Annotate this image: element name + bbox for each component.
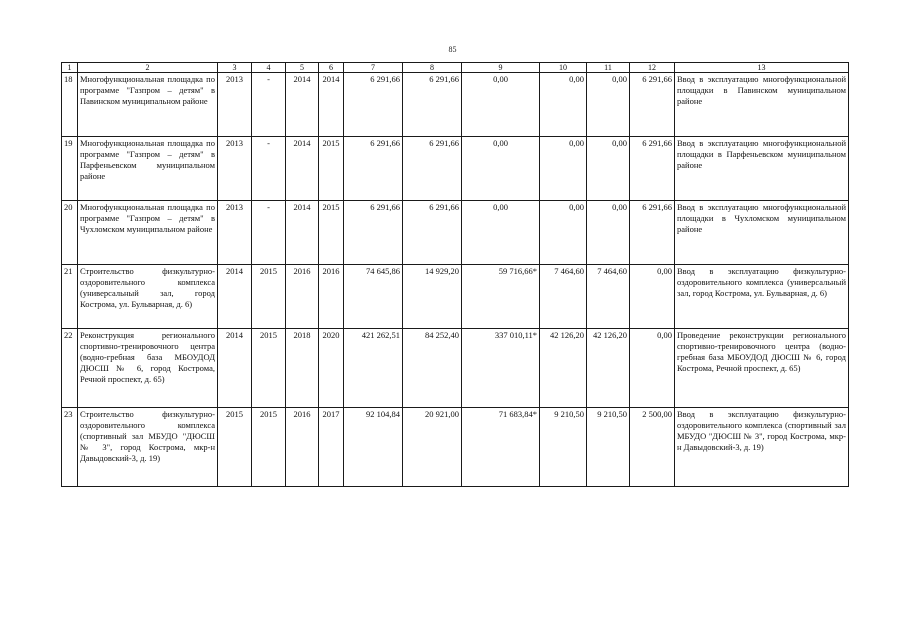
cell-amount: 421 262,51 xyxy=(344,329,403,408)
cell-amount: 0,00 xyxy=(462,201,540,265)
cell-amount: 84 252,40 xyxy=(403,329,462,408)
cell-year: 2016 xyxy=(286,408,319,487)
header-cell: 2 xyxy=(78,63,218,73)
cell-year: 2016 xyxy=(319,265,344,329)
object-name: Многофункциональная площадка по программе "Газпром – детям" в Павинском муниципальном районе xyxy=(78,73,218,137)
expected-result: Ввод в эксплуатацию физкультурно-оздоровительного комплекса (спортивный зал МБУДО "ДЮСШ № 3", город Кострома, мкр-н Давыдовский-3, д. 19) xyxy=(675,408,849,487)
row-number: 23 xyxy=(62,408,78,487)
header-cell: 13 xyxy=(675,63,849,73)
cell-year: 2014 xyxy=(286,137,319,201)
header-cell: 3 xyxy=(218,63,252,73)
table-row xyxy=(62,265,849,329)
row-number: 19 xyxy=(62,137,78,201)
cell-amount: 59 716,66* xyxy=(462,265,540,329)
cell-amount: 0,00 xyxy=(587,137,630,201)
cell-amount: 6 291,66 xyxy=(344,201,403,265)
header-cell: 7 xyxy=(344,63,403,73)
cell-year: 2014 xyxy=(319,73,344,137)
cell-amount: 2 500,00 xyxy=(630,408,675,487)
cell-year: - xyxy=(252,137,286,201)
cell-year: 2015 xyxy=(319,201,344,265)
object-name: Многофункциональная площадка по программе "Газпром – детям" в Чухломском муниципальном районе xyxy=(78,201,218,265)
cell-year: 2015 xyxy=(252,329,286,408)
cell-amount: 6 291,66 xyxy=(630,201,675,265)
header-cell: 12 xyxy=(630,63,675,73)
header-cell: 4 xyxy=(252,63,286,73)
cell-year: - xyxy=(252,73,286,137)
expected-result: Ввод в эксплуатацию многофункциональной площадки в Павинском муниципальном районе xyxy=(675,73,849,137)
table-header-row xyxy=(62,63,849,73)
cell-amount: 42 126,20 xyxy=(540,329,587,408)
cell-year: 2016 xyxy=(286,265,319,329)
table-row xyxy=(62,201,849,265)
cell-amount: 6 291,66 xyxy=(403,73,462,137)
object-name: Строительство физкультурно-оздоровительного комплекса (спортивный зал МБУДО "ДЮСШ № 3", город Кострома, мкр-н Давыдовский-3, д. 19) xyxy=(78,408,218,487)
cell-year: 2014 xyxy=(218,265,252,329)
expected-result: Ввод в эксплуатацию многофункциональной площадки в Парфеньевском муниципальном районе xyxy=(675,137,849,201)
cell-amount: 20 921,00 xyxy=(403,408,462,487)
cell-year: 2013 xyxy=(218,137,252,201)
cell-amount: 0,00 xyxy=(587,73,630,137)
cell-amount: 6 291,66 xyxy=(403,201,462,265)
cell-year: 2017 xyxy=(319,408,344,487)
cell-amount: 7 464,60 xyxy=(540,265,587,329)
cell-year: 2014 xyxy=(286,73,319,137)
cell-amount: 0,00 xyxy=(587,201,630,265)
cell-year: 2013 xyxy=(218,73,252,137)
header-cell: 1 xyxy=(62,63,78,73)
cell-year: 2015 xyxy=(252,408,286,487)
cell-year: - xyxy=(252,201,286,265)
cell-year: 2015 xyxy=(218,408,252,487)
header-cell: 10 xyxy=(540,63,587,73)
header-cell: 6 xyxy=(319,63,344,73)
cell-amount: 0,00 xyxy=(462,73,540,137)
row-number: 18 xyxy=(62,73,78,137)
cell-year: 2020 xyxy=(319,329,344,408)
cell-amount: 0,00 xyxy=(540,201,587,265)
table-row xyxy=(62,73,849,137)
cell-amount: 0,00 xyxy=(630,329,675,408)
header-cell: 9 xyxy=(462,63,540,73)
cell-amount: 337 010,11* xyxy=(462,329,540,408)
cell-year: 2013 xyxy=(218,201,252,265)
table-row xyxy=(62,137,849,201)
expected-result: Ввод в эксплуатацию физкультурно-оздоровительного комплекса (универсальный зал, город Кострома, ул. Бульварная, д. 6) xyxy=(675,265,849,329)
expected-result: Проведение реконструкции регионального спортивно-тренировочного центра (водно-гребная база МБОУДОД ДЮСШ № 6, город Кострома, Речной проспект, д. 65) xyxy=(675,329,849,408)
row-number: 21 xyxy=(62,265,78,329)
table-row xyxy=(62,408,849,487)
header-cell: 11 xyxy=(587,63,630,73)
row-number: 20 xyxy=(62,201,78,265)
cell-year: 2015 xyxy=(319,137,344,201)
page-number: 85 xyxy=(448,45,457,54)
cell-amount: 9 210,50 xyxy=(587,408,630,487)
header-cell: 5 xyxy=(286,63,319,73)
cell-amount: 6 291,66 xyxy=(344,73,403,137)
cell-amount: 6 291,66 xyxy=(630,137,675,201)
object-name: Реконструкция регионального спортивно-тренировочного центра (водно-гребная база МБОУДОД ДЮСШ № 6, город Кострома, Речной проспект, д. 65) xyxy=(78,329,218,408)
cell-amount: 0,00 xyxy=(462,137,540,201)
object-name: Строительство физкультурно-оздоровительного комплекса (универсальный зал, город Кострома, ул. Бульварная, д. 6) xyxy=(78,265,218,329)
cell-amount: 74 645,86 xyxy=(344,265,403,329)
cell-amount: 7 464,60 xyxy=(587,265,630,329)
cell-amount: 92 104,84 xyxy=(344,408,403,487)
cell-amount: 9 210,50 xyxy=(540,408,587,487)
cell-year: 2015 xyxy=(252,265,286,329)
cell-year: 2018 xyxy=(286,329,319,408)
object-name: Многофункциональная площадка по программе "Газпром – детям" в Парфеньевском муниципальном районе xyxy=(78,137,218,201)
cell-amount: 6 291,66 xyxy=(403,137,462,201)
cell-amount: 0,00 xyxy=(540,137,587,201)
cell-amount: 0,00 xyxy=(540,73,587,137)
cell-amount: 71 683,84* xyxy=(462,408,540,487)
cell-amount: 6 291,66 xyxy=(630,73,675,137)
cell-amount: 6 291,66 xyxy=(344,137,403,201)
cell-amount: 0,00 xyxy=(630,265,675,329)
cell-amount: 14 929,20 xyxy=(403,265,462,329)
table-row xyxy=(62,329,849,408)
cell-year: 2014 xyxy=(286,201,319,265)
expected-result: Ввод в эксплуатацию многофункциональной площадки в Чухломском муниципальном районе xyxy=(675,201,849,265)
row-number: 22 xyxy=(62,329,78,408)
cell-year: 2014 xyxy=(218,329,252,408)
header-cell: 8 xyxy=(403,63,462,73)
cell-amount: 42 126,20 xyxy=(587,329,630,408)
projects-table xyxy=(61,62,849,487)
